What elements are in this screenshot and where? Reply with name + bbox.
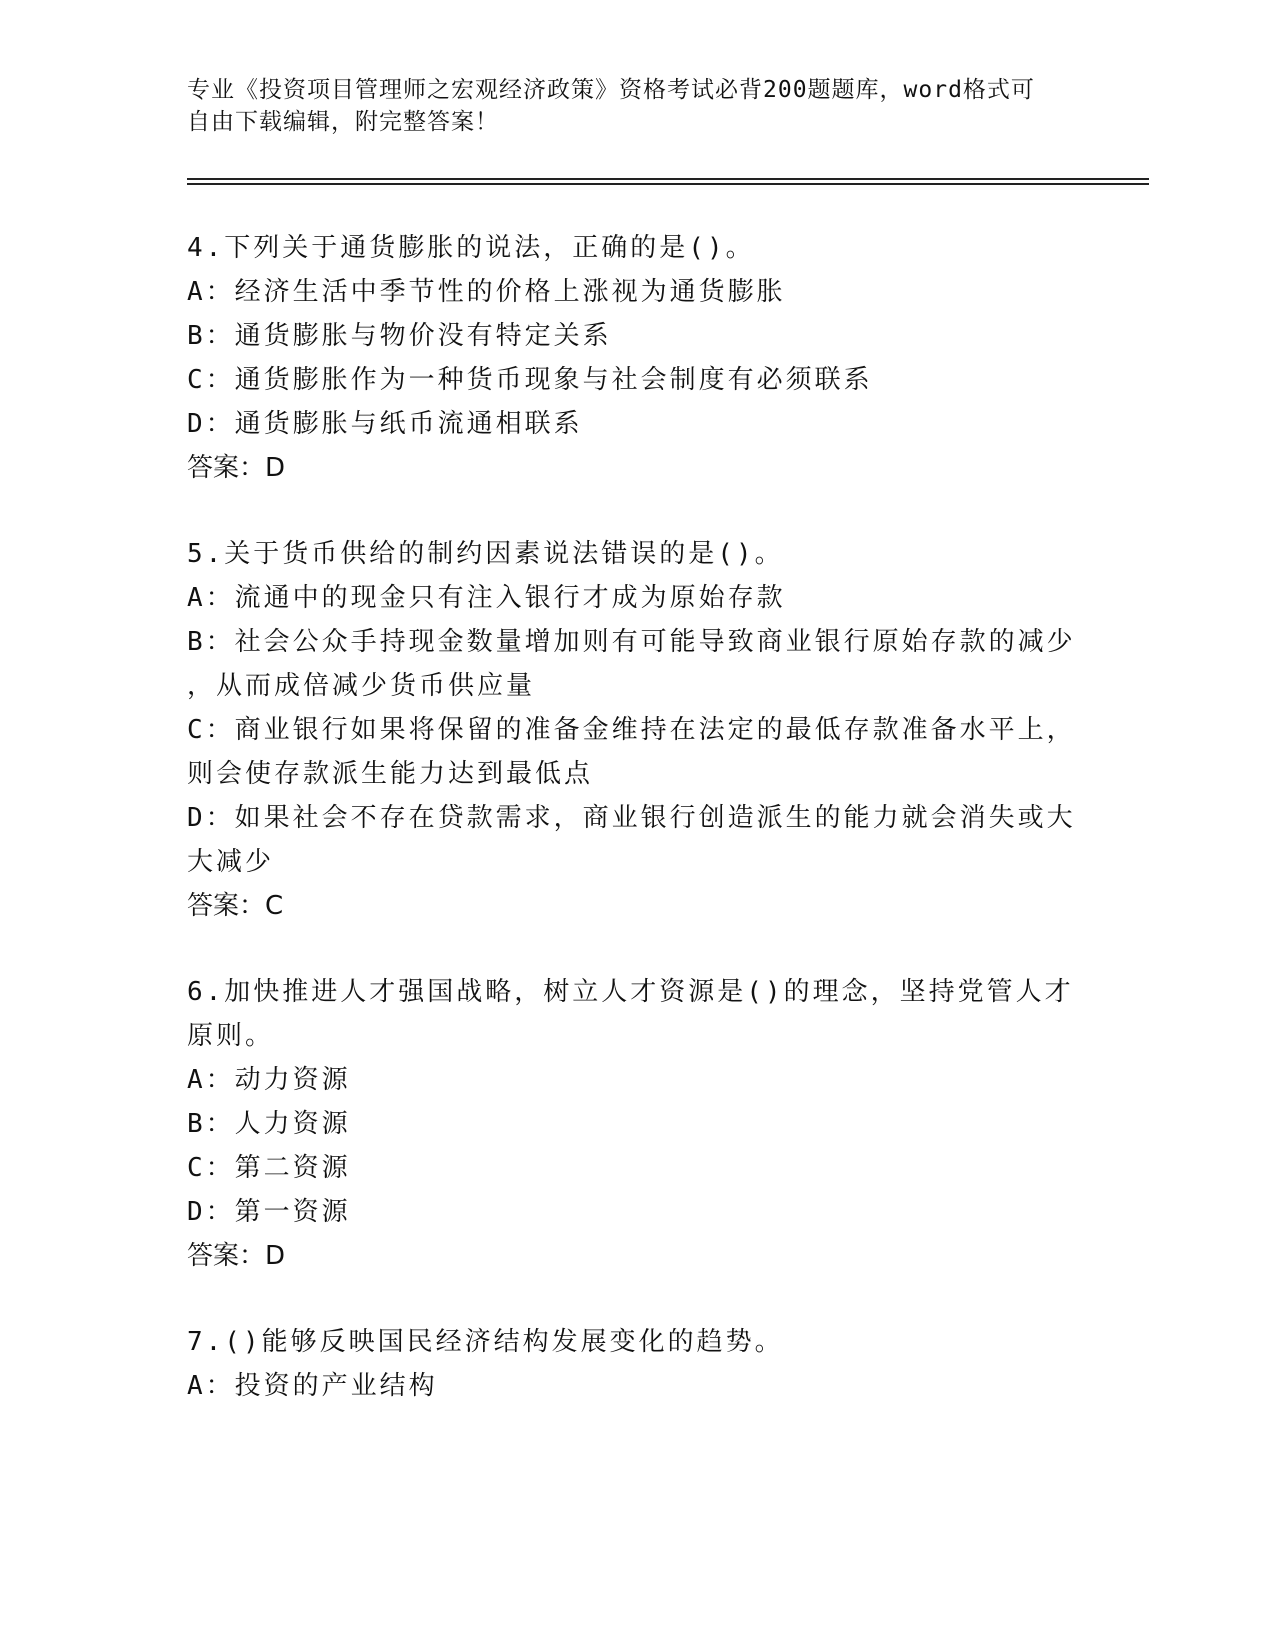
header-divider-top [187, 178, 1149, 180]
question-5-answer: 答案：C [187, 891, 284, 921]
question-7-stem: 7.()能够反映国民经济结构发展变化的趋势。 [187, 1327, 784, 1357]
question-6-option-c: C：第二资源 [187, 1153, 351, 1183]
header-line-1: 专业《投资项目管理师之宏观经济政策》资格考试必背200题题库，word格式可 [187, 77, 1035, 103]
question-6-option-b: B：人力资源 [187, 1109, 351, 1139]
question-4-option-b: B：通货膨胀与物价没有特定关系 [187, 321, 612, 351]
question-6-answer: 答案：D [187, 1241, 286, 1271]
question-4-stem: 4.下列关于通货膨胀的说法，正确的是()。 [187, 233, 755, 263]
question-5-stem: 5.关于货币供给的制约因素说法错误的是()。 [187, 539, 784, 569]
document-header [187, 74, 1067, 138]
question-4-answer: 答案：D [187, 453, 286, 483]
question-5-option-b: B：社会公众手持现金数量增加则有可能导致商业银行原始存款的减少 [187, 627, 1076, 657]
question-7-option-a: A：投资的产业结构 [187, 1371, 438, 1401]
question-4-option-c: C：通货膨胀作为一种货币现象与社会制度有必须联系 [187, 365, 873, 395]
question-6-stem: 6.加快推进人才强国战略，树立人才资源是()的理念，坚持党管人才 [187, 977, 1074, 1007]
question-4-option-a: A：经济生活中季节性的价格上涨视为通货膨胀 [187, 277, 786, 307]
question-6-option-d: D：第一资源 [187, 1197, 351, 1227]
question-5-option-c-cont: 则会使存款派生能力达到最低点 [187, 759, 594, 789]
question-5-option-c: C：商业银行如果将保留的准备金维持在法定的最低存款准备水平上， [187, 715, 1076, 745]
question-6-stem-cont: 原则。 [187, 1021, 275, 1051]
header-line-2: 自由下载编辑，附完整答案！ [187, 109, 499, 135]
question-4-option-d: D：通货膨胀与纸币流通相联系 [187, 409, 583, 439]
question-5-option-d-cont: 大减少 [187, 847, 275, 877]
question-5-option-a: A：流通中的现金只有注入银行才成为原始存款 [187, 583, 786, 613]
question-5-option-b-cont: ，从而成倍减少货币供应量 [187, 671, 536, 701]
question-6-option-a: A：动力资源 [187, 1065, 351, 1095]
question-5-option-d: D：如果社会不存在贷款需求，商业银行创造派生的能力就会消失或大 [187, 803, 1076, 833]
header-divider-bottom [187, 183, 1149, 185]
